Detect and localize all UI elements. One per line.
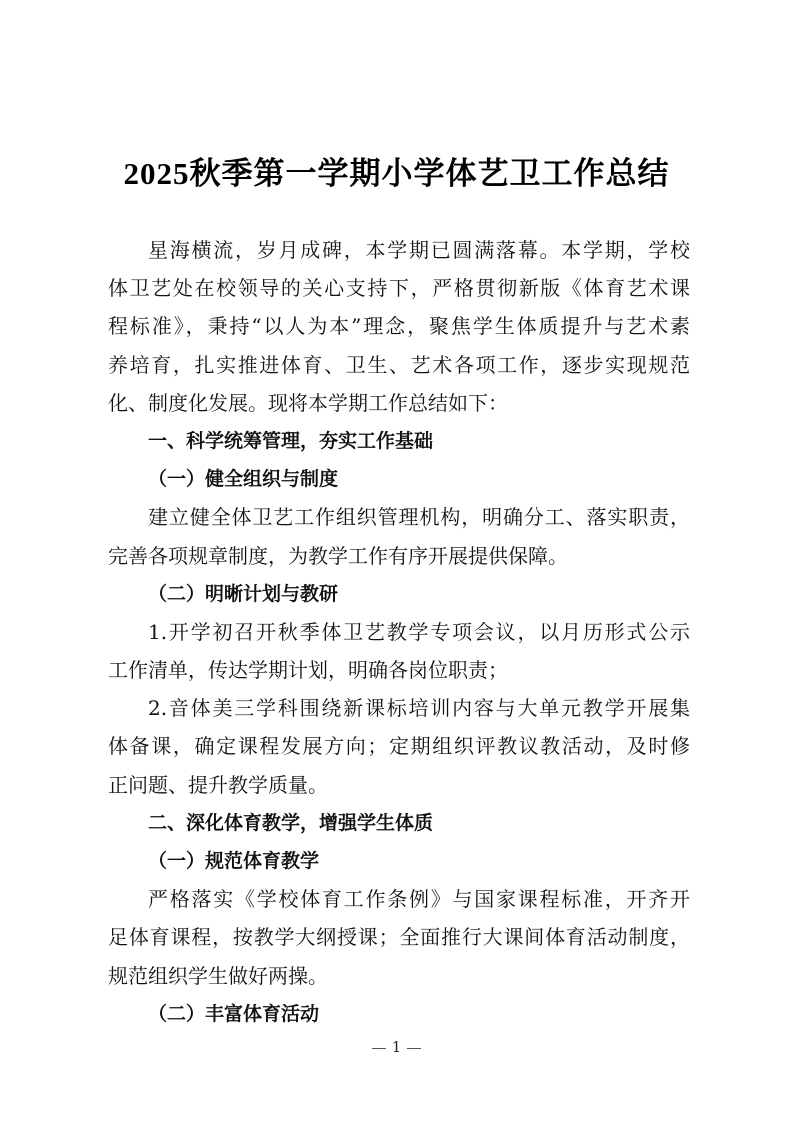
document-body <box>108 231 690 1033</box>
paragraph-line: 严格落实《学校体育工作条例》与国家课程标准，开齐开 <box>148 887 690 912</box>
paragraph-line: 建立健全体卫艺工作组织管理机构，明确分工、落实职责， <box>148 505 690 530</box>
paragraph-line: 工作清单，传达学期计划，明确各岗位职责； <box>108 658 508 683</box>
paragraph-line: 足体育课程，按教学大纲授课；全面推行大课间体育活动制度， <box>108 925 690 950</box>
section-heading: 二、深化体育教学，增强学生体质 <box>148 811 434 834</box>
paragraph-line: 化、制度化发展。现将本学期工作总结如下： <box>108 390 508 415</box>
paragraph-line: 1.开学初召开秋季体卫艺教学专项会议，以月历形式公示 <box>148 619 690 644</box>
paragraph-line: 星海横流，岁月成碑，本学期已圆满落幕。本学期，学校 <box>148 238 690 262</box>
subsection-heading: （一）健全组织与制度 <box>148 468 339 491</box>
paragraph-line: 程标准》，秉持“以人为本”理念，聚焦学生体质提升与艺术素 <box>108 314 690 339</box>
footer-dash-left <box>372 1048 386 1049</box>
paragraph-line: 养培育，扎实推进体育、卫生、艺术各项工作，逐步实现规范 <box>108 352 690 377</box>
paragraph-line: 2.音体美三学科围绕新课标培训内容与大单元教学开展集 <box>148 696 690 721</box>
paragraph-line: 体备课，确定课程发展方向；定期组织评教议教活动，及时修 <box>108 734 690 759</box>
paragraph-line: 完善各项规章制度，为教学工作有序开展提供保障。 <box>108 543 568 568</box>
paragraph-line: 体卫艺处在校领导的关心支持下，严格贯彻新版《体育艺术课 <box>108 276 690 301</box>
page-number: 1 <box>391 1038 402 1056</box>
section-heading: 一、科学统筹管理，夯实工作基础 <box>148 429 434 452</box>
subsection-heading: （二）明晰计划与教研 <box>148 582 339 605</box>
footer-dash-right <box>407 1048 421 1049</box>
paragraph-line: 规范组织学生做好两操。 <box>108 963 328 988</box>
paragraph-line: 正问题、提升教学质量。 <box>108 772 328 797</box>
document-title: 2025秋季第一学期小学体艺卫工作总结 <box>123 156 670 191</box>
subsection-heading: （一）规范体育教学 <box>148 850 320 872</box>
subsection-heading: （二）丰富体育活动 <box>148 1002 320 1025</box>
page-footer <box>0 1038 793 1056</box>
